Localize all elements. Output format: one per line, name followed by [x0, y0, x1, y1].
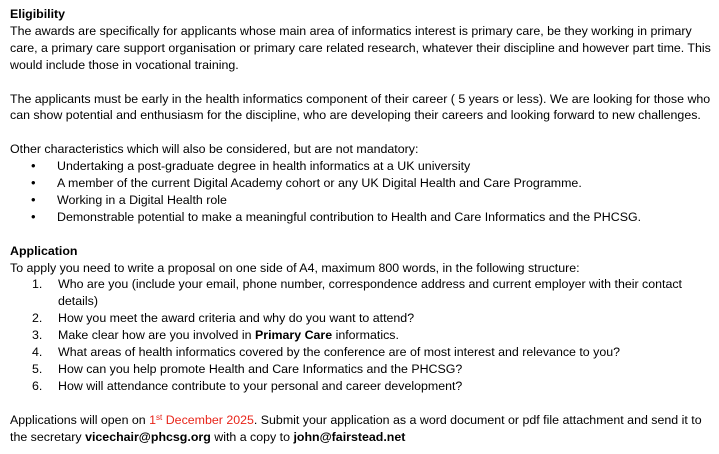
- eligibility-paragraph-1: The awards are specifically for applicants whose main area of informatics interest is primary care, be they working in primary care, a primary care support organisation or primary care related research, whatever their discipline and however part time. This would include those in vocational training.: [10, 23, 711, 72]
- list-item: • Demonstrable potential to make a meaningful contribution to Health and Care Informatics and the PHCSG.: [31, 209, 711, 226]
- copy-email-link[interactable]: john@fairstead.net: [293, 429, 406, 444]
- open-date-suffix: st: [156, 412, 163, 422]
- step-text: informatics.: [332, 328, 399, 343]
- step-number: 3.: [32, 328, 43, 343]
- step-text: What areas of health informatics covered by the conference are of most interest and relevance to you?: [58, 345, 621, 360]
- spacer: [10, 124, 711, 141]
- application-steps-list: [10, 276, 711, 394]
- list-item: [32, 344, 711, 361]
- application-intro: To apply you need to write a proposal on one side of A4, maximum 800 words, in the following structure:: [10, 260, 580, 275]
- list-item: [32, 276, 711, 310]
- spacer: [10, 74, 711, 91]
- list-item: [32, 361, 711, 378]
- step-number: 1.: [32, 277, 43, 292]
- open-date: [149, 413, 254, 427]
- step-text: Who are you (include your email, phone number, correspondence address and current employer with their contact details): [58, 277, 682, 309]
- secretary-email-link[interactable]: vicechair@phcsg.org: [85, 429, 211, 444]
- step-text: How can you help promote Health and Care Informatics and the PHCSG?: [58, 361, 463, 376]
- step-number: 4.: [32, 345, 43, 360]
- list-item: • A member of the current Digital Academy cohort or any UK Digital Health and Care Programme.: [31, 175, 711, 192]
- step-text-bold: Primary Care: [254, 328, 333, 343]
- open-date-rest: December 2025: [162, 412, 254, 427]
- characteristics-list: [10, 158, 711, 226]
- spacer: [10, 226, 711, 243]
- eligibility-heading: Eligibility: [10, 7, 66, 21]
- open-date-day: 1: [149, 412, 157, 427]
- step-text: How will attendance contribute to your personal and career development?: [58, 378, 463, 393]
- step-number: 2.: [32, 311, 43, 326]
- eligibility-paragraph-2: The applicants must be early in the health informatics component of their career ( 5 years or less). We are looking for those who can show potential and enthusiasm for the discipline, who are developing their careers and looking forward to new challenges.: [10, 91, 711, 123]
- closing-paragraph: [10, 412, 711, 446]
- step-text: Make clear how are you involved in: [58, 328, 255, 343]
- step-number: 5.: [32, 361, 43, 376]
- spacer: [10, 395, 711, 412]
- closing-text: . Submit your application as a word document or pdf file attachment and send it to the secretary: [10, 412, 702, 444]
- list-item: [32, 378, 711, 395]
- eligibility-paragraph-3: Other characteristics which will also be considered, but are not mandatory:: [10, 142, 419, 157]
- list-item: [32, 310, 711, 327]
- list-item: • Undertaking a post-graduate degree in health informatics at a UK university: [31, 158, 711, 175]
- step-text: How you meet the award criteria and why do you want to attend?: [58, 311, 415, 326]
- closing-text: with a copy to: [210, 429, 294, 444]
- list-item: [32, 327, 711, 344]
- step-number: 6.: [32, 378, 43, 393]
- application-heading: Application: [10, 243, 78, 258]
- list-item: • Working in a Digital Health role: [31, 192, 711, 209]
- closing-text: Applications will open on: [10, 412, 150, 427]
